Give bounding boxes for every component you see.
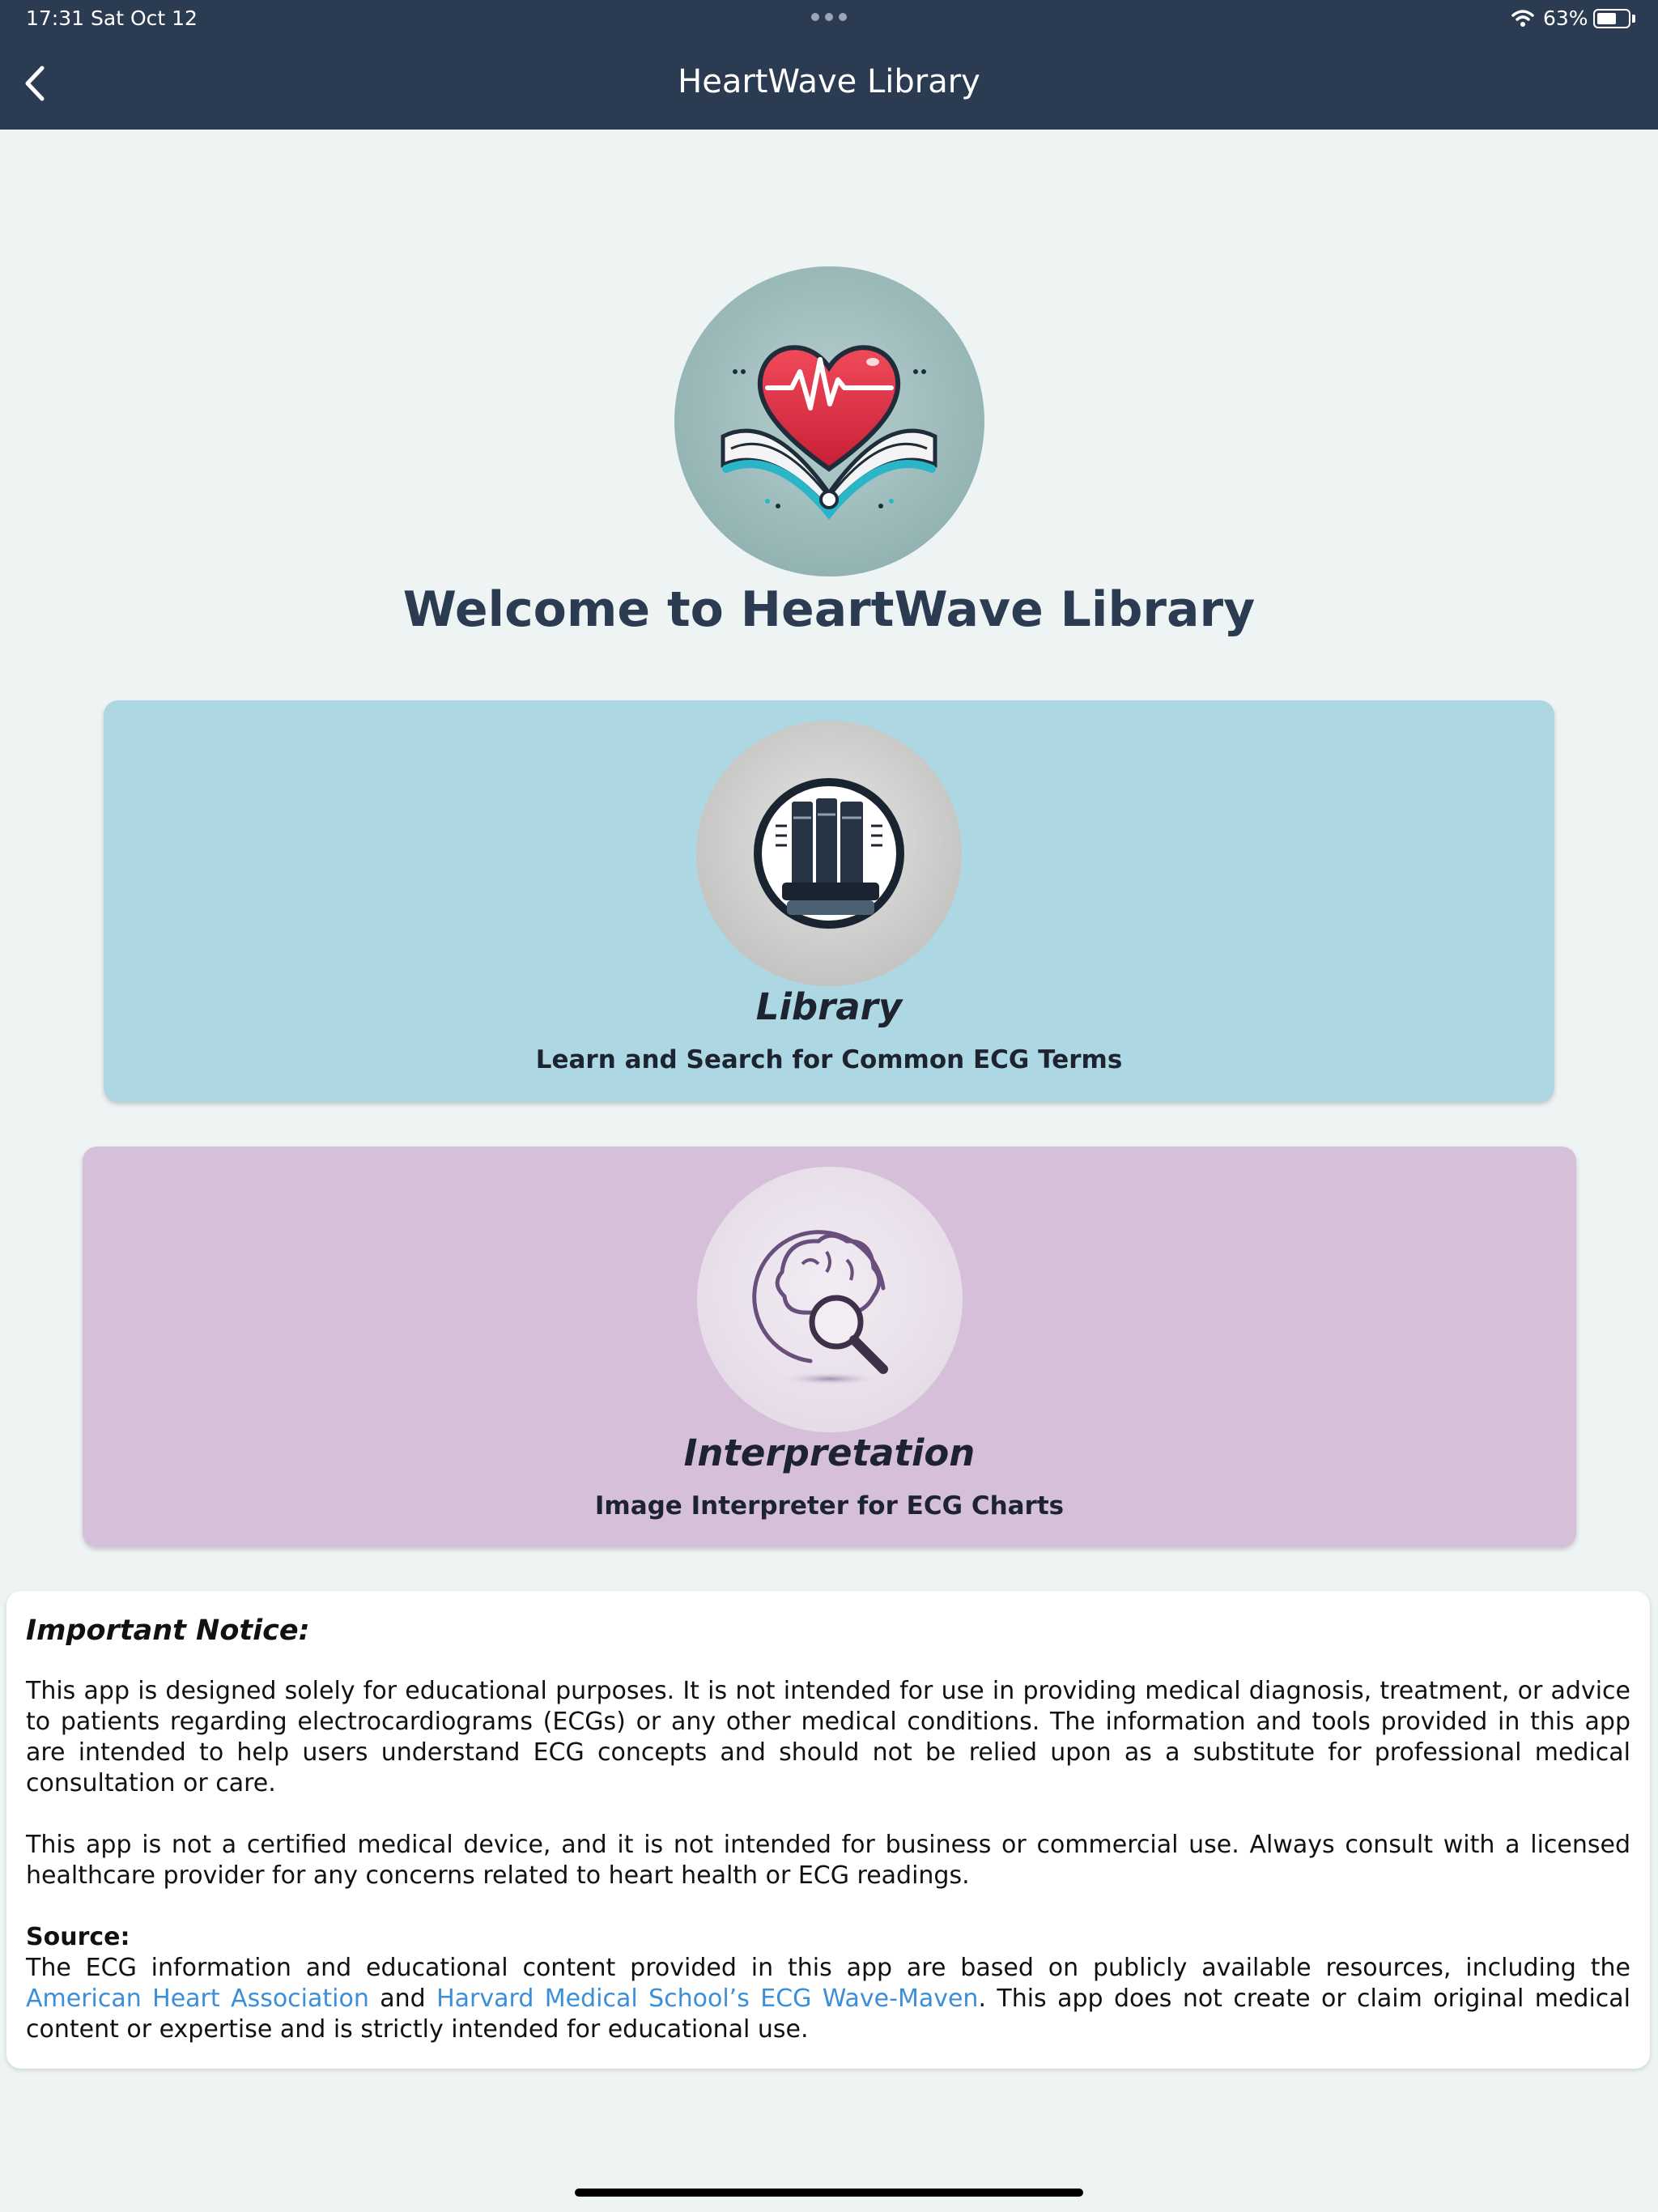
american-heart-association-link[interactable]: American Heart Association [26, 1984, 369, 2013]
battery-icon [1593, 9, 1630, 28]
home-indicator[interactable] [575, 2189, 1083, 2197]
ecg-wave-maven-link[interactable]: Harvard Medical School’s ECG Wave-Maven [436, 1984, 979, 2013]
heart-book-icon [674, 266, 984, 576]
notice-paragraph: This app is not a certified medical device, and it is not intended for business or commercial use. Always consult with a licensed healthcare provider for any concerns related to heart health or ECG readings. [26, 1831, 1630, 1890]
brain-magnifier-icon [697, 1167, 963, 1432]
source-intro-text: The ECG information and educational content provided in this app are based on publicly available resources, including the [26, 1954, 1630, 1982]
interpretation-card[interactable] [83, 1146, 1576, 1547]
library-card[interactable] [104, 700, 1554, 1102]
navigation-bar [0, 0, 1658, 130]
status-time: 17:31 [26, 6, 85, 30]
wifi-icon [1511, 8, 1535, 28]
multitasking-dots-icon[interactable] [811, 13, 847, 23]
interpretation-card-subtitle: Image Interpreter for ECG Charts [594, 1491, 1065, 1521]
nav-title: HeartWave Library [678, 63, 980, 100]
library-card-title: Library [755, 985, 903, 1028]
source-paragraph [26, 1953, 1630, 2045]
source-and-text: and [368, 1984, 437, 2013]
library-card-subtitle: Learn and Search for Common ECG Terms [535, 1045, 1123, 1074]
notice-paragraph: This app is designed solely for educational purposes. It is not intended for use in providing medical diagnosis, treatment, or advice to patients regarding electrocardiograms (ECGs) or any other medical conditions. The information and tools provided in this app are intended to help users understand ECG concepts and should not be relied upon as a substitute for professional medical consultation or care. [26, 1677, 1630, 1797]
source-outro-text: . This app does not create or claim original medical content or expertise and is strictly intended for educational use. [26, 1984, 1631, 2044]
welcome-heading: Welcome to HeartWave Library [402, 581, 1256, 638]
interpretation-card-title: Interpretation [683, 1431, 976, 1474]
source-heading: Source: [26, 1923, 130, 1951]
notice-heading: Important Notice: [26, 1614, 310, 1647]
books-icon [696, 721, 962, 986]
battery-percent: 63% [1543, 6, 1588, 30]
important-notice-panel [6, 1591, 1650, 2069]
status-date: Sat Oct 12 [91, 6, 198, 30]
